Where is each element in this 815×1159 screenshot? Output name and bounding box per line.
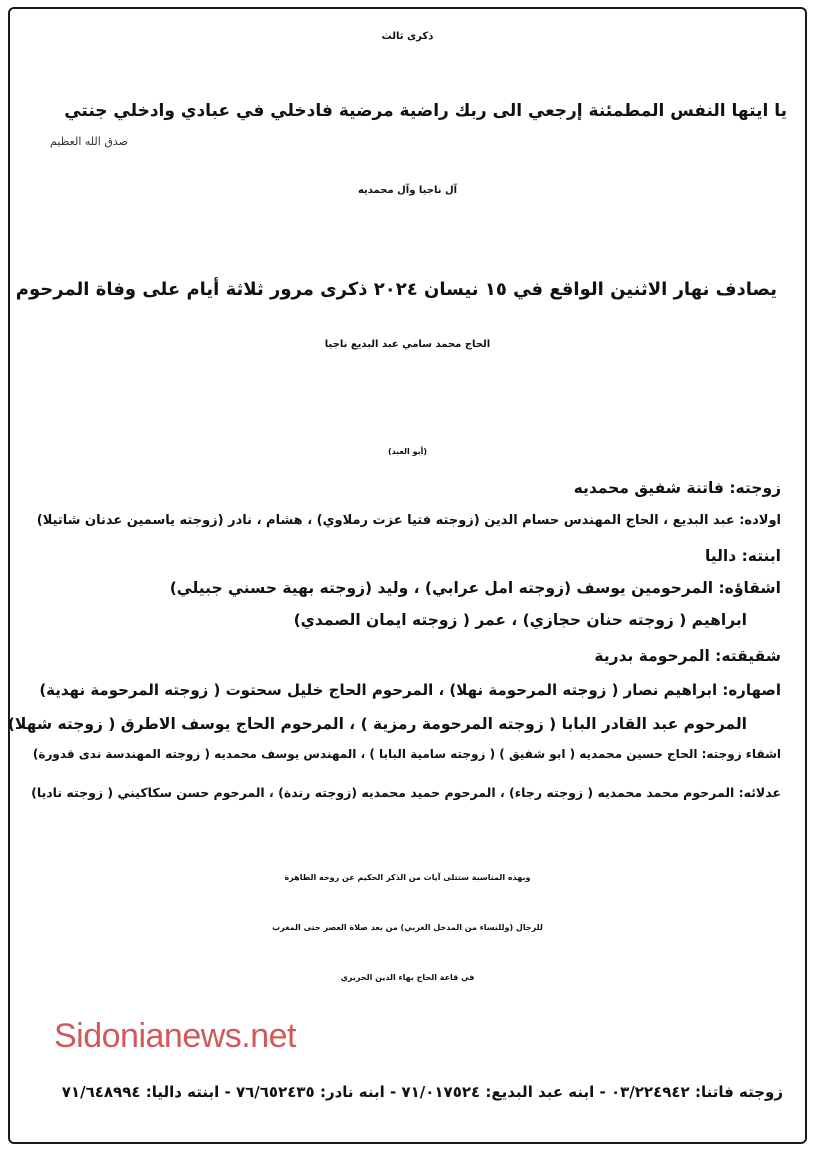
watermark-text: Sidonianews.net bbox=[54, 1017, 297, 1055]
relative-line-in-laws: اصهاره: ابراهيم نصار ( زوجته المرحومة نهلا) ، المرحوم الحاج خليل سحتوت ( زوجته المرحومة نهدية) bbox=[39, 681, 781, 699]
families-heading: آل ناجيا وآل محمديه bbox=[357, 185, 458, 196]
deceased-name: الحاج محمد سامي عبد البديع ناجيا bbox=[324, 339, 491, 350]
relative-line-wife-siblings: اشقاء زوجته: الحاج حسين محمديه ( ابو شفيق ) ( زوجته سامية البابا ) ، المهندس يوسف محمديه ( زوجته المهندسة ندى قدورة) bbox=[32, 747, 781, 761]
obituary-card bbox=[8, 7, 807, 1144]
relative-line-wife: زوجته: فاتنة شفيق محمديه bbox=[573, 479, 781, 497]
relative-line-brothers-cont: ابراهيم ( زوجته حنان حجازي) ، عمر ( زوجته ايمان الصمدي) bbox=[293, 611, 747, 629]
closing-line-3: في قاعة الحاج بهاء الدين الحريري bbox=[340, 973, 475, 982]
relative-line-sons: اولاده: عبد البديع ، الحاج المهندس حسام الدين (زوجته فتيا عزت رملاوي) ، هشام ، نادر (زوجته ياسمين عدنان شاتيلا) bbox=[36, 513, 781, 528]
relative-line-sister: شقيقته: المرحومة بدرية bbox=[594, 647, 781, 665]
relative-line-brothers-in-law: عدلائه: المرحوم محمد محمديه ( زوجته رجاء) ، المرحوم حميد محمديه (زوجته رندة) ، المرحوم حسن سكاكيني ( زوجته ناديا) bbox=[31, 785, 781, 800]
relative-line-in-laws-cont: المرحوم عبد القادر البابا ( زوجته المرحومة رمزية ) ، المرحوم الحاج يوسف الاطرق ( زوجته شهلا) bbox=[7, 715, 747, 733]
quran-verse: يا ايتها النفس المطمئنة إرجعي الى ربك راضية مرضية فادخلي في عبادي وادخلي جنتي bbox=[64, 101, 787, 121]
page-title: ذكرى ثالث bbox=[381, 31, 434, 42]
sadaq-allah-text: صدق الله العظيم bbox=[50, 135, 128, 148]
deceased-nickname: (أبو العبد) bbox=[387, 447, 427, 456]
announcement-line: يصادف نهار الاثنين الواقع في ١٥ نيسان ٢٠٢٤ ذكرى مرور ثلاثة أيام على وفاة المرحوم bbox=[15, 279, 777, 300]
relative-line-brothers: اشقاؤه: المرحومين يوسف (زوجته امل عرابي) ، وليد (زوجته بهية حسني جبيلي) bbox=[169, 579, 781, 597]
closing-line-2: للرجال (وللنساء من المدخل الغربي) من بعد صلاة العصر حتى المغرب bbox=[272, 923, 543, 932]
contact-numbers: زوجته فاتنا: ٠٣/٢٢٤٩٤٢ - ابنه عبد البديع: ٧١/٠١٧٥٢٤ - ابنه نادر: ٧٦/٦٥٢٤٣٥ - ابنته داليا: ٧١/٦٤٨٩٩٤ bbox=[61, 1083, 783, 1101]
closing-line-1: وبهذه المناسبة ستتلى آيات من الذكر الحكيم عن روحه الطاهرة bbox=[284, 873, 531, 882]
relative-line-daughter: ابنته: داليا bbox=[704, 547, 781, 565]
